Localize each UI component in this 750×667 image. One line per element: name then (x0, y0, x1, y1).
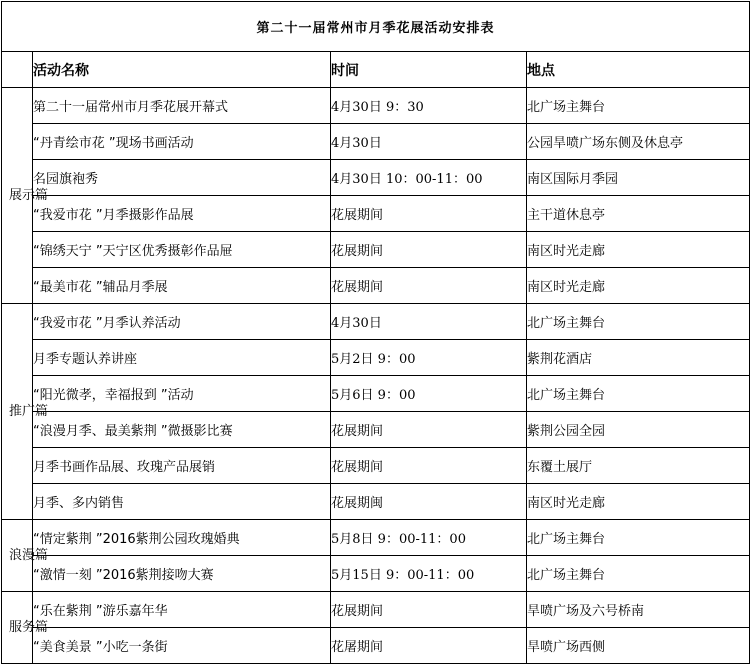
table-row (2, 340, 750, 376)
activity-time: 花展期间 (331, 268, 527, 304)
activity-place: 南区时光走廊 (527, 268, 750, 304)
activity-place: 南区国际月季园 (527, 160, 750, 196)
section-label: 展示篇 (9, 188, 49, 203)
table-row (2, 592, 750, 628)
header-place: 地点 (527, 52, 750, 88)
section-label: 推广篇 (9, 404, 49, 419)
activity-place: 北广场主舞台 (527, 304, 750, 340)
activity-time: 花展期间 (331, 448, 527, 484)
activity-place: 紫荆公园全园 (527, 412, 750, 448)
activity-time: 5月6日 9：00 (331, 376, 527, 412)
header-time: 时间 (331, 52, 527, 88)
activity-name: “浪漫月季、最美紫荆 ”微摄影比赛 (33, 412, 331, 448)
activity-name: 月季、多内销售 (33, 484, 331, 520)
activity-time: 4月30日 (331, 304, 527, 340)
activity-time: 4月30日 10：00-11：00 (331, 160, 527, 196)
activity-place: 南区时光走廊 (527, 232, 750, 268)
activity-time: 5月8日 9：00-11：00 (331, 520, 527, 556)
table-row (2, 160, 750, 196)
activity-time: 花展期间 (331, 592, 527, 628)
table-row (2, 556, 750, 592)
schedule-table (1, 1, 750, 664)
activity-time: 4月30日 9：30 (331, 88, 527, 124)
activity-place: 旱喷广场及六号桥南 (527, 592, 750, 628)
activity-place: 北广场主舞台 (527, 556, 750, 592)
activity-name: 名园旗袍秀 (33, 160, 331, 196)
table-row (2, 484, 750, 520)
activity-place: 旱喷广场西侧 (527, 628, 750, 664)
table-row (2, 124, 750, 160)
activity-place: 北广场主舞台 (527, 520, 750, 556)
activity-time: 花屠期间 (331, 628, 527, 664)
schedule-body (2, 2, 750, 664)
section-label-cell (2, 304, 49, 520)
activity-time: 4月30日 (331, 124, 527, 160)
table-row (2, 304, 750, 340)
activity-place: 主干道休息亭 (527, 196, 750, 232)
table-row (2, 412, 750, 448)
activity-name: “我爱市花 ”月季摄影作品展 (33, 196, 331, 232)
activity-name: 月季书画作品展、玫瑰产品展销 (33, 448, 331, 484)
activity-time: 5月15日 9：00-11：00 (331, 556, 527, 592)
activity-time: 5月2日 9：00 (331, 340, 527, 376)
activity-place: 公园旱喷广场东侧及休息亭 (527, 124, 750, 160)
activity-name: “美食美景 ”小吃一条街 (33, 628, 331, 664)
activity-place: 北广场主舞台 (527, 376, 750, 412)
activity-time: 花展期间 (331, 232, 527, 268)
activity-time: 花展期间 (331, 196, 527, 232)
activity-name: “激情一刻 ”2016紫荆接吻大赛 (33, 556, 331, 592)
section-label: 服务篇 (9, 620, 49, 635)
table-title: 第二十一届常州市月季花展活动安排表 (2, 2, 750, 52)
activity-name: “最美市花 ”辅品月季展 (33, 268, 331, 304)
table-row (2, 232, 750, 268)
section-label: 浪漫篇 (9, 548, 49, 563)
table-row (2, 268, 750, 304)
activity-place: 紫荆花酒店 (527, 340, 750, 376)
table-row (2, 196, 750, 232)
table-row (2, 628, 750, 664)
activity-place: 南区时光走廊 (527, 484, 750, 520)
section-label-cell (2, 88, 49, 304)
activity-name: 第二十一届常州市月季花展开幕式 (33, 88, 331, 124)
activity-place: 北广场主舞台 (527, 88, 750, 124)
section-label-cell (2, 592, 49, 664)
table-row (2, 520, 750, 556)
table-row (2, 88, 750, 124)
table-row (2, 448, 750, 484)
activity-name: “乐在紫荆 ”游乐嘉年华 (33, 592, 331, 628)
activity-name: “情定紫荆 ”2016紫荆公园玫瑰婚典 (33, 520, 331, 556)
section-label-cell (2, 520, 49, 592)
header-name: 活动名称 (33, 52, 331, 88)
activity-name: “锦绣天宁 ”天宁区优秀摄彰作品屉 (33, 232, 331, 268)
activity-name: 月季专题认养讲座 (33, 340, 331, 376)
activity-time: 花展期间 (331, 412, 527, 448)
activity-name: “我爱市花 ”月季认养活动 (33, 304, 331, 340)
header-row (2, 52, 750, 88)
header-category (2, 52, 33, 88)
activity-name: “阳光微孝，幸福报到 ”活动 (33, 376, 331, 412)
activity-name: “丹青绘市花 ”现场书画活动 (33, 124, 331, 160)
activity-place: 东覆土展厅 (527, 448, 750, 484)
activity-time: 花展期闽 (331, 484, 527, 520)
table-row (2, 376, 750, 412)
